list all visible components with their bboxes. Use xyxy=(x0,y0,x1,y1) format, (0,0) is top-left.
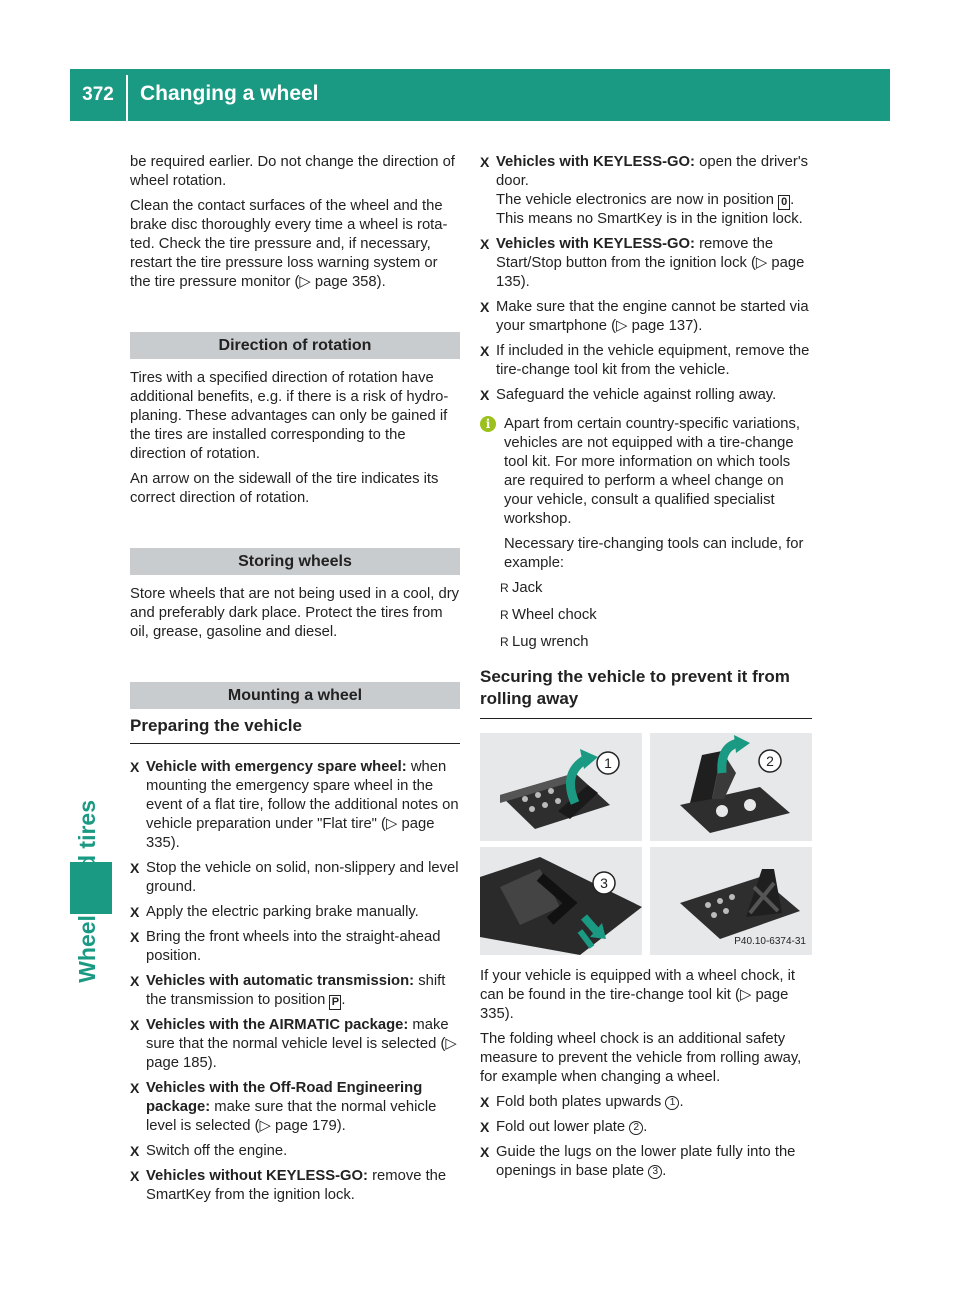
x-marker-icon: X xyxy=(480,1094,490,1110)
wheel-chock-illustration xyxy=(480,847,642,955)
wheel-chock-illustration xyxy=(650,733,812,841)
page-number: 372 xyxy=(82,84,114,105)
step-text: Bring the front wheels into the straight-ahead position. xyxy=(146,929,441,964)
step-text: make sure that the normal vehicle level is selected ( xyxy=(146,1099,437,1134)
x-marker-icon: X xyxy=(130,1017,140,1033)
wheel-chock-figure xyxy=(480,733,812,955)
after-figure-paragraph-1 xyxy=(480,967,812,1024)
figure-code: P40.10-6374-31 xyxy=(734,936,806,947)
step-text: make sure that the normal vehicle level is selected ( xyxy=(146,1017,449,1052)
figure-panel-assembled xyxy=(650,847,812,955)
step-text: Fold both plates upwards xyxy=(496,1094,662,1110)
step-text: Fold out lower plate xyxy=(496,1119,626,1135)
step-item xyxy=(480,153,812,229)
step-text: Safeguard the vehicle against rolling away. xyxy=(496,387,777,403)
step-item: X Fold both plates upwards 1 . xyxy=(480,1094,684,1110)
after-figure-paragraph-1-text: If your vehicle is equipped with a wheel chock, it can be found in the tire-change tool kit ( xyxy=(480,968,796,1003)
direction-paragraph-2: An arrow on the sidewall of the tire indicates its correct direction of rotation. xyxy=(130,471,439,506)
page-reference-link[interactable]: page 185). xyxy=(146,1055,217,1071)
page-reference-link[interactable]: page 137). xyxy=(631,318,703,334)
triangle-arrow-icon: ▷ xyxy=(755,255,768,271)
figure-callout-label: 3 xyxy=(600,875,608,891)
step-condition: Vehicles with the AIRMATIC package: xyxy=(146,1017,409,1033)
header-divider xyxy=(126,75,128,121)
step-text: Switch off the engine. xyxy=(146,1143,288,1159)
step-item xyxy=(480,342,812,380)
page-reference-link[interactable]: page 358). xyxy=(314,274,386,290)
step-condition: Vehicle with emergency spare wheel: xyxy=(146,759,407,775)
side-section-label xyxy=(64,800,114,850)
step-item xyxy=(130,1167,460,1205)
step-item: X Vehicles with automatic transmission: shift the transmission to position P . xyxy=(130,973,446,1008)
callout-number-icon: 2 xyxy=(629,1121,643,1135)
intro-paragraph-1: be required earlier. Do not change the direction of wheel rotation. xyxy=(130,154,455,189)
triangle-arrow-icon: ▷ xyxy=(385,816,398,832)
step-text: Guide the lugs on the lower plate fully into the openings in base plate xyxy=(496,1144,796,1179)
step-item xyxy=(130,903,460,922)
page-reference-link[interactable]: page 135). xyxy=(496,255,805,290)
step-text: Make sure that the engine cannot be started via your smartphone ( xyxy=(496,299,809,334)
list-item-text: Jack xyxy=(512,580,543,596)
section-heading-direction: Direction of rotation xyxy=(130,332,460,359)
side-tab-marker xyxy=(70,862,112,914)
x-marker-icon: X xyxy=(130,759,140,775)
step-condition: Vehicles with KEYLESS-GO: xyxy=(496,236,695,252)
step-text: Apply the electric parking brake manually. xyxy=(146,904,419,920)
step-item xyxy=(480,386,812,405)
after-figure-paragraph-2: The folding wheel chock is an additional safety measure to prevent the vehicle from rolling away, for example when changing a wheel. xyxy=(480,1031,802,1085)
triangle-arrow-icon: ▷ xyxy=(445,1036,457,1052)
figure-panel-guide-lugs xyxy=(480,847,642,955)
x-marker-icon: X xyxy=(130,904,140,920)
x-marker-icon: X xyxy=(130,973,140,989)
step-text: remove the Start/Stop button from the ignition lock ( xyxy=(496,236,774,271)
step-item xyxy=(480,298,812,336)
triangle-arrow-icon: ▷ xyxy=(299,274,311,290)
section-heading-mounting: Mounting a wheel xyxy=(130,682,460,709)
x-marker-icon: X xyxy=(130,1143,140,1159)
x-marker-icon: X xyxy=(480,1144,490,1160)
r-bullet-icon: R xyxy=(500,608,509,622)
x-marker-icon: X xyxy=(480,236,490,252)
r-bullet-icon: R xyxy=(500,635,509,649)
list-item-text: Lug wrench xyxy=(512,634,589,650)
x-marker-icon: X xyxy=(130,860,140,876)
x-marker-icon: X xyxy=(480,1119,490,1135)
x-marker-icon: X xyxy=(480,299,490,315)
step-item: X Fold out lower plate 2 . xyxy=(480,1119,648,1135)
x-marker-icon: X xyxy=(480,154,490,170)
info-paragraph-1: Apart from certain country-specific variations, vehicles are not equipped with a tire-change tool kit. For more information on which tools are required to perform a wheel change on your vehicle, consult a qualified specialist workshop. xyxy=(504,416,801,527)
triangle-arrow-icon: ▷ xyxy=(259,1118,271,1134)
step-text: Stop the vehicle on solid, non-slippery and level ground. xyxy=(146,860,459,895)
list-item xyxy=(480,579,812,598)
step-condition: Vehicles with KEYLESS-GO: xyxy=(496,154,695,170)
figure-callout-label: 2 xyxy=(766,753,774,769)
step-text: when mounting the emergency spare wheel in the event of a flat tire, follow the additional notes on vehicle preparation under "Flat tire" ( xyxy=(146,759,459,832)
x-marker-icon: X xyxy=(480,387,490,403)
info-icon: i xyxy=(480,416,496,432)
r-bullet-icon: R xyxy=(500,581,509,595)
x-marker-icon: X xyxy=(130,1080,140,1096)
left-column xyxy=(130,153,460,1211)
figure-panel-fold-lower xyxy=(650,733,812,841)
info-paragraph-2: Necessary tire-changing tools can include, for example: xyxy=(504,536,804,571)
direction-paragraph-1: Tires with a specified direction of rotation have additional benefits, e.g. if there is a risk of hydroplaning. These advantages can only be gained if the tires are installed corresponding to the direction of rotation. xyxy=(130,370,449,462)
figure-callout-label: 1 xyxy=(604,755,612,771)
section-heading-storing: Storing wheels xyxy=(130,548,460,575)
step-condition: Vehicles with the Off-Road Engineering package: xyxy=(146,1080,423,1115)
page-reference-link[interactable]: page 335). xyxy=(146,816,435,851)
step-text: remove the SmartKey from the ignition lock. xyxy=(146,1168,447,1203)
step-item xyxy=(130,758,460,853)
gear-position-symbol: P xyxy=(329,995,341,1010)
step-item xyxy=(130,1079,460,1136)
intro-paragraph-2-text: Clean the contact surfaces of the wheel and the brake disc thoroughly every time a wheel is rotated. Check the tire pressure and, if necessary, restart the tire pressure loss warning system or the tire pressure monitor ( xyxy=(130,198,448,290)
info-note xyxy=(480,415,812,573)
step-item: X Guide the lugs on the lower plate fully into the openings in base plate 3 . xyxy=(480,1144,796,1179)
step-condition: Vehicles with automatic transmission: xyxy=(146,973,415,989)
step-text: open the driver's door. xyxy=(496,154,809,189)
subheading-preparing: Preparing the vehicle xyxy=(130,715,460,744)
step-text: shift the transmission to position xyxy=(146,973,446,1008)
callout-number-icon: 1 xyxy=(665,1096,679,1110)
triangle-arrow-icon: ▷ xyxy=(616,318,628,334)
wheel-chock-illustration xyxy=(480,733,642,841)
step-text-continued: The vehicle electronics are now in position xyxy=(496,192,774,208)
page-reference-link[interactable]: page 179). xyxy=(275,1118,346,1134)
intro-paragraph-2 xyxy=(130,197,460,292)
subheading-securing: Securing the vehicle to prevent it from rolling away xyxy=(480,666,812,719)
list-item xyxy=(480,633,812,652)
ignition-position-symbol: 0 xyxy=(778,195,790,210)
figure-panel-fold-plates xyxy=(480,733,642,841)
x-marker-icon: X xyxy=(130,929,140,945)
callout-number-icon: 3 xyxy=(648,1165,662,1179)
list-item xyxy=(480,606,812,625)
step-text-continued-2: . This means no SmartKey is in the ignition lock. xyxy=(496,192,803,227)
step-item xyxy=(130,1142,460,1161)
right-column xyxy=(480,153,812,1187)
list-item-text: Wheel chock xyxy=(512,607,597,623)
page-title: Changing a wheel xyxy=(140,82,319,105)
step-condition: Vehicles without KEYLESS-GO: xyxy=(146,1168,368,1184)
step-item xyxy=(130,859,460,897)
x-marker-icon: X xyxy=(480,343,490,359)
page-reference-link[interactable]: page 335). xyxy=(480,987,789,1022)
step-text: If included in the vehicle equipment, remove the tire-change tool kit from the vehicle. xyxy=(496,343,810,378)
triangle-arrow-icon: ▷ xyxy=(739,987,752,1003)
storing-paragraph: Store wheels that are not being used in a cool, dry and preferably dark place. Protect the tires from oil, grease, gasoline and diesel. xyxy=(130,586,460,640)
step-item xyxy=(130,1016,460,1073)
step-item xyxy=(480,235,812,292)
x-marker-icon: X xyxy=(130,1168,140,1184)
step-item xyxy=(130,928,460,966)
